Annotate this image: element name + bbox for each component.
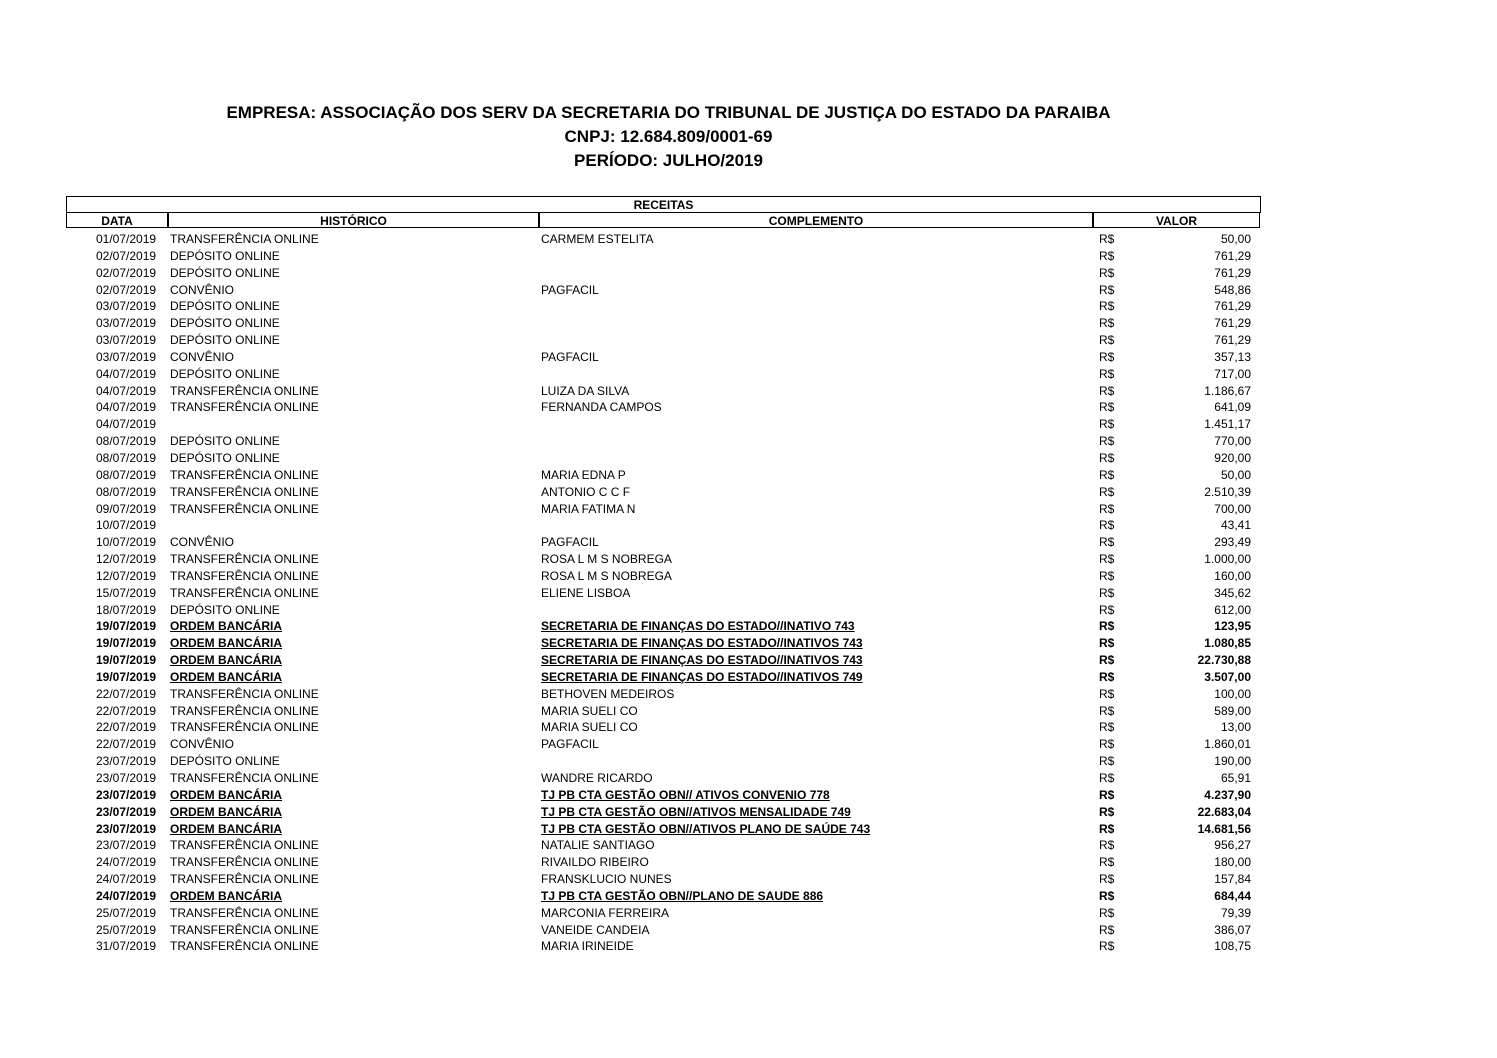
row-currency: R$ [1099, 316, 1115, 331]
row-currency: R$ [1099, 282, 1115, 297]
table-row [0, 770, 1497, 787]
row-valor: 612,00 [1214, 602, 1251, 617]
row-valor: 4.237,90 [1204, 787, 1251, 802]
row-date: 12/07/2019 [96, 552, 157, 567]
row-historico: TRANSFERÊNCIA ONLINE [170, 383, 319, 398]
row-date: 23/07/2019 [96, 804, 157, 819]
row-date: 23/07/2019 [96, 821, 157, 836]
row-date: 23/07/2019 [96, 771, 157, 785]
row-historico: DEPÓSITO ONLINE [170, 333, 280, 348]
column-header-valor: VALOR [1093, 212, 1260, 228]
row-complemento: BETHOVEN MEDEIROS [541, 686, 675, 701]
row-historico: TRANSFERÊNCIA ONLINE [170, 703, 319, 718]
row-complemento: PAGFACIL [541, 349, 599, 364]
row-currency: R$ [1099, 535, 1115, 550]
row-date: 10/07/2019 [96, 535, 157, 550]
row-valor: 761,29 [1214, 316, 1251, 331]
row-date: 19/07/2019 [96, 653, 157, 668]
row-historico: TRANSFERÊNCIA ONLINE [170, 838, 319, 853]
table-row [0, 585, 1497, 602]
row-historico: TRANSFERÊNCIA ONLINE [170, 720, 319, 735]
row-date: 04/07/2019 [96, 366, 157, 381]
table-row [0, 602, 1497, 619]
row-complemento: NATALIE SANTIAGO [541, 838, 655, 853]
row-valor: 1.080,85 [1204, 636, 1251, 651]
table-row [0, 433, 1497, 450]
row-historico: DEPÓSITO ONLINE [170, 602, 280, 617]
row-historico: DEPÓSITO ONLINE [170, 299, 280, 314]
row-historico: CONVÊNIO [170, 282, 235, 297]
row-date: 24/07/2019 [96, 872, 157, 887]
row-date: 08/07/2019 [96, 450, 157, 465]
table-row [0, 534, 1497, 551]
table-row [0, 383, 1497, 400]
row-currency: R$ [1099, 872, 1115, 887]
row-date: 03/07/2019 [96, 299, 157, 314]
row-complemento: ANTONIO C C F [541, 484, 631, 499]
row-historico: TRANSFERÊNCIA ONLINE [170, 568, 319, 583]
row-valor: 123,95 [1214, 619, 1251, 634]
row-valor: 1.000,00 [1204, 552, 1251, 567]
row-currency: R$ [1099, 383, 1115, 398]
row-currency: R$ [1099, 333, 1115, 348]
row-valor: 2.510,39 [1204, 484, 1251, 499]
row-historico: ORDEM BANCÁRIA [170, 804, 282, 819]
row-currency: R$ [1099, 518, 1115, 533]
row-currency: R$ [1099, 619, 1115, 634]
row-complemento: TJ PB CTA GESTÃO OBN//ATIVOS PLANO DE SAÚDE 743 [541, 821, 871, 836]
row-complemento: SECRETARIA DE FINANÇAS DO ESTADO//INATIVOS 743 [541, 653, 863, 668]
row-currency: R$ [1099, 400, 1115, 415]
row-historico: TRANSFERÊNCIA ONLINE [170, 855, 319, 870]
row-currency: R$ [1099, 787, 1115, 802]
row-currency: R$ [1099, 602, 1115, 617]
row-valor: 100,00 [1214, 686, 1251, 701]
row-currency: R$ [1099, 585, 1115, 600]
row-date: 12/07/2019 [96, 568, 157, 583]
table-row [0, 888, 1497, 905]
row-date: 18/07/2019 [96, 602, 157, 617]
row-valor: 956,27 [1214, 838, 1251, 853]
row-date: 23/07/2019 [96, 838, 157, 853]
row-valor: 641,09 [1214, 400, 1251, 415]
row-complemento: ELIENE LISBOA [541, 585, 631, 600]
company-title: EMPRESA: ASSOCIAÇÃO DOS SERV DA SECRETARIA DO TRIBUNAL DE JUSTIÇA DO ESTADO DA PARAIBA [226, 103, 1111, 122]
row-complemento: VANEIDE CANDEIA [541, 922, 650, 937]
row-currency: R$ [1099, 771, 1115, 785]
table-row [0, 399, 1497, 416]
row-complemento: PAGFACIL [541, 282, 599, 297]
row-valor: 22.683,04 [1197, 804, 1251, 819]
table-row [0, 736, 1497, 753]
row-historico: DEPÓSITO ONLINE [170, 450, 280, 465]
table-row [0, 821, 1497, 838]
row-date: 22/07/2019 [96, 703, 157, 718]
table-row [0, 231, 1497, 248]
row-complemento: FERNANDA CAMPOS [541, 400, 662, 415]
table-row [0, 669, 1497, 686]
table-body [0, 231, 1497, 955]
row-valor: 293,49 [1214, 535, 1251, 550]
table-row [0, 854, 1497, 871]
table-row [0, 298, 1497, 315]
row-valor: 157,84 [1214, 872, 1251, 887]
row-historico: CONVÊNIO [170, 535, 235, 550]
row-historico: DEPÓSITO ONLINE [170, 434, 280, 449]
row-valor: 717,00 [1214, 366, 1251, 381]
row-historico: DEPÓSITO ONLINE [170, 265, 280, 280]
row-historico: TRANSFERÊNCIA ONLINE [170, 905, 319, 920]
row-historico: DEPÓSITO ONLINE [170, 366, 280, 381]
table-title: RECEITAS [66, 196, 1261, 213]
row-date: 24/07/2019 [96, 855, 157, 870]
table-row [0, 332, 1497, 349]
table-row [0, 837, 1497, 854]
row-valor: 770,00 [1214, 434, 1251, 449]
row-date: 03/07/2019 [96, 316, 157, 331]
row-valor: 1.451,17 [1204, 417, 1251, 432]
row-historico: TRANSFERÊNCIA ONLINE [170, 501, 319, 516]
table-row [0, 551, 1497, 568]
row-valor: 79,39 [1220, 905, 1251, 920]
row-complemento: ROSA L M S NOBREGA [541, 568, 672, 583]
row-valor: 761,29 [1214, 333, 1251, 348]
row-historico: ORDEM BANCÁRIA [170, 821, 282, 836]
table-row [0, 703, 1497, 720]
table-row [0, 787, 1497, 804]
row-currency: R$ [1099, 838, 1115, 853]
row-date: 03/07/2019 [96, 349, 157, 364]
table-row [0, 484, 1497, 501]
row-historico: CONVÊNIO [170, 737, 235, 752]
row-historico: ORDEM BANCÁRIA [170, 787, 282, 802]
row-currency: R$ [1099, 232, 1115, 246]
row-currency: R$ [1099, 636, 1115, 651]
row-date: 02/07/2019 [96, 248, 157, 263]
row-valor: 589,00 [1214, 703, 1251, 718]
row-valor: 548,86 [1214, 282, 1251, 297]
row-date: 01/07/2019 [96, 232, 157, 246]
row-valor: 700,00 [1214, 501, 1251, 516]
row-currency: R$ [1099, 417, 1115, 432]
row-valor: 14.681,56 [1197, 821, 1251, 836]
table-row [0, 501, 1497, 518]
table-row [0, 282, 1497, 299]
table-row [0, 719, 1497, 736]
row-valor: 761,29 [1214, 248, 1251, 263]
row-date: 09/07/2019 [96, 501, 157, 516]
row-historico: ORDEM BANCÁRIA [170, 653, 282, 668]
row-date: 25/07/2019 [96, 922, 157, 937]
table-row [0, 618, 1497, 635]
table-row [0, 922, 1497, 939]
row-historico: TRANSFERÊNCIA ONLINE [170, 232, 319, 246]
row-complemento: TJ PB CTA GESTÃO OBN//PLANO DE SAUDE 886 [541, 888, 824, 903]
row-currency: R$ [1099, 669, 1115, 684]
table-row [0, 450, 1497, 467]
table-row [0, 686, 1497, 703]
row-currency: R$ [1099, 552, 1115, 567]
row-date: 02/07/2019 [96, 282, 157, 297]
row-historico: DEPÓSITO ONLINE [170, 316, 280, 331]
row-currency: R$ [1099, 568, 1115, 583]
row-date: 22/07/2019 [96, 686, 157, 701]
row-complemento: SECRETARIA DE FINANÇAS DO ESTADO//INATIVOS 749 [541, 669, 863, 684]
column-header-data: DATA [66, 212, 168, 228]
table-row [0, 871, 1497, 888]
row-date: 04/07/2019 [96, 383, 157, 398]
row-date: 02/07/2019 [96, 265, 157, 280]
row-date: 08/07/2019 [96, 467, 157, 482]
row-date: 31/07/2019 [96, 939, 157, 954]
row-date: 03/07/2019 [96, 333, 157, 348]
row-date: 15/07/2019 [96, 585, 157, 600]
row-valor: 50,00 [1220, 467, 1251, 482]
table-row [0, 568, 1497, 585]
row-complemento: LUIZA DA SILVA [541, 383, 630, 398]
row-currency: R$ [1099, 754, 1115, 769]
row-valor: 920,00 [1214, 450, 1251, 465]
table-row [0, 315, 1497, 332]
row-currency: R$ [1099, 467, 1115, 482]
row-historico: ORDEM BANCÁRIA [170, 619, 282, 634]
row-valor: 50,00 [1220, 232, 1251, 246]
row-complemento: WANDRE RICARDO [541, 771, 653, 785]
row-currency: R$ [1099, 265, 1115, 280]
row-date: 10/07/2019 [96, 518, 157, 533]
row-date: 25/07/2019 [96, 905, 157, 920]
row-currency: R$ [1099, 653, 1115, 668]
row-complemento: TJ PB CTA GESTÃO OBN//ATIVOS MENSALIDADE 749 [541, 804, 851, 819]
table-row [0, 248, 1497, 265]
row-valor: 65,91 [1220, 771, 1251, 785]
table-row [0, 804, 1497, 821]
row-valor: 3.507,00 [1204, 669, 1251, 684]
row-complemento: RIVAILDO RIBEIRO [541, 855, 649, 870]
row-valor: 108,75 [1214, 939, 1251, 954]
table-row [0, 753, 1497, 770]
row-historico: TRANSFERÊNCIA ONLINE [170, 872, 319, 887]
table-row [0, 938, 1497, 955]
row-currency: R$ [1099, 501, 1115, 516]
row-date: 04/07/2019 [96, 400, 157, 415]
row-valor: 357,13 [1214, 349, 1251, 364]
cnpj-line: CNPJ: 12.684.809/0001-69 [564, 127, 773, 146]
row-valor: 761,29 [1214, 265, 1251, 280]
row-historico: TRANSFERÊNCIA ONLINE [170, 922, 319, 937]
row-historico: TRANSFERÊNCIA ONLINE [170, 771, 319, 785]
row-historico: TRANSFERÊNCIA ONLINE [170, 484, 319, 499]
row-valor: 761,29 [1214, 299, 1251, 314]
table-row [0, 652, 1497, 669]
row-complemento: MARCONIA FERREIRA [541, 905, 670, 920]
row-date: 24/07/2019 [96, 888, 157, 903]
row-valor: 345,62 [1214, 585, 1251, 600]
row-currency: R$ [1099, 720, 1115, 735]
table-row [0, 635, 1497, 652]
row-complemento: SECRETARIA DE FINANÇAS DO ESTADO//INATIVO 743 [541, 619, 855, 634]
row-complemento: FRANSKLUCIO NUNES [541, 872, 672, 887]
row-currency: R$ [1099, 922, 1115, 937]
row-valor: 160,00 [1214, 568, 1251, 583]
row-date: 23/07/2019 [96, 754, 157, 769]
row-date: 19/07/2019 [96, 669, 157, 684]
row-complemento: SECRETARIA DE FINANÇAS DO ESTADO//INATIVOS 743 [541, 636, 863, 651]
row-historico: DEPÓSITO ONLINE [170, 248, 280, 263]
row-valor: 180,00 [1214, 855, 1251, 870]
row-historico: TRANSFERÊNCIA ONLINE [170, 400, 319, 415]
row-valor: 22.730,88 [1197, 653, 1251, 668]
row-complemento: TJ PB CTA GESTÃO OBN// ATIVOS CONVENIO 778 [541, 787, 830, 802]
row-date: 08/07/2019 [96, 434, 157, 449]
column-header-complemento: COMPLEMENTO [539, 212, 1093, 228]
table-row [0, 905, 1497, 922]
row-currency: R$ [1099, 888, 1115, 903]
row-complemento: CARMEM ESTELITA [541, 232, 654, 246]
row-complemento: MARIA EDNA P [541, 467, 626, 482]
row-historico: ORDEM BANCÁRIA [170, 669, 282, 684]
row-valor: 190,00 [1214, 754, 1251, 769]
row-complemento: MARIA SUELI CO [541, 703, 638, 718]
row-currency: R$ [1099, 686, 1115, 701]
row-valor: 386,07 [1214, 922, 1251, 937]
row-historico: TRANSFERÊNCIA ONLINE [170, 467, 319, 482]
table-row [0, 349, 1497, 366]
row-date: 19/07/2019 [96, 619, 157, 634]
row-currency: R$ [1099, 939, 1115, 954]
row-currency: R$ [1099, 349, 1115, 364]
row-currency: R$ [1099, 484, 1115, 499]
row-date: 08/07/2019 [96, 484, 157, 499]
row-date: 23/07/2019 [96, 787, 157, 802]
row-historico: ORDEM BANCÁRIA [170, 888, 282, 903]
row-currency: R$ [1099, 434, 1115, 449]
row-valor: 13,00 [1220, 720, 1251, 735]
row-valor: 1.186,67 [1204, 383, 1251, 398]
row-currency: R$ [1099, 855, 1115, 870]
table-row [0, 517, 1497, 534]
row-currency: R$ [1099, 905, 1115, 920]
table-row [0, 416, 1497, 433]
row-currency: R$ [1099, 737, 1115, 752]
row-date: 22/07/2019 [96, 737, 157, 752]
row-date: 22/07/2019 [96, 720, 157, 735]
row-historico: TRANSFERÊNCIA ONLINE [170, 585, 319, 600]
row-complemento: MARIA SUELI CO [541, 720, 638, 735]
row-currency: R$ [1099, 821, 1115, 836]
row-currency: R$ [1099, 248, 1115, 263]
table-row [0, 467, 1497, 484]
row-historico: TRANSFERÊNCIA ONLINE [170, 939, 319, 954]
row-currency: R$ [1099, 804, 1115, 819]
row-complemento: MARIA FATIMA N [541, 501, 636, 516]
table-row [0, 366, 1497, 383]
row-currency: R$ [1099, 450, 1115, 465]
row-valor: 1.860,01 [1204, 737, 1251, 752]
table-row [0, 265, 1497, 282]
row-valor: 43,41 [1220, 518, 1251, 533]
period-line: PERÍODO: JULHO/2019 [574, 151, 763, 170]
row-complemento: ROSA L M S NOBREGA [541, 552, 672, 567]
row-historico: DEPÓSITO ONLINE [170, 754, 280, 769]
column-header-historico: HISTÓRICO [168, 212, 539, 228]
row-currency: R$ [1099, 299, 1115, 314]
row-historico: CONVÊNIO [170, 349, 235, 364]
row-complemento: PAGFACIL [541, 535, 599, 550]
row-valor: 684,44 [1214, 888, 1251, 903]
row-complemento: PAGFACIL [541, 737, 599, 752]
row-historico: ORDEM BANCÁRIA [170, 636, 282, 651]
row-complemento: MARIA IRINEIDE [541, 939, 634, 954]
row-currency: R$ [1099, 366, 1115, 381]
row-currency: R$ [1099, 703, 1115, 718]
row-historico: TRANSFERÊNCIA ONLINE [170, 552, 319, 567]
row-date: 19/07/2019 [96, 636, 157, 651]
row-date: 04/07/2019 [96, 417, 157, 432]
row-historico: TRANSFERÊNCIA ONLINE [170, 686, 319, 701]
